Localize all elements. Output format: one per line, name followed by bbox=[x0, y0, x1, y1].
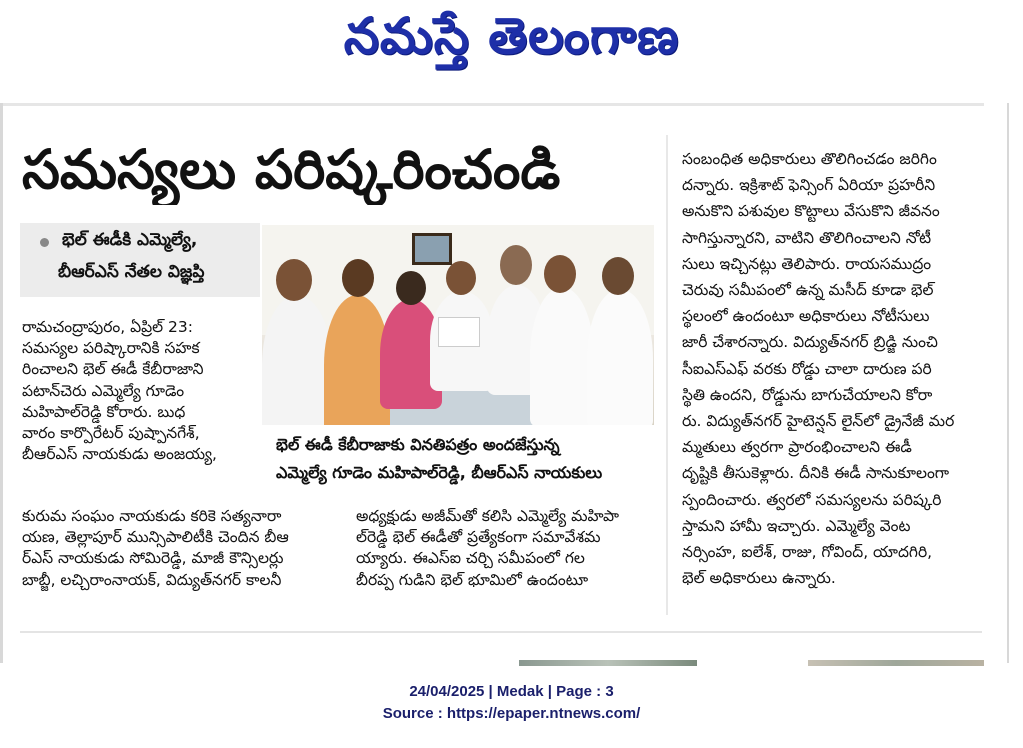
text-line: ల్‌రెడ్డి భెల్ ఈడీతో ప్రత్యేకంగా సమావేశమ bbox=[356, 528, 601, 547]
text-line: స్థితి ఉందని, రోడ్డును బాగుచేయాలని కోరా bbox=[682, 385, 933, 404]
text-line: పటాన్‌చెరు ఎమ్మెల్యే గూడెం bbox=[22, 381, 185, 400]
text-line: నర్సింహ, ఐలేశ్, రాజు, గోవింద్, యాదగిరి, bbox=[682, 543, 933, 562]
text-line: బీరప్ప గుడిని భెల్ భూమిలో ఉందంటూ bbox=[356, 570, 589, 589]
text-line: సంబంధిత అధికారులు తొలిగించడం జరిగిం bbox=[682, 150, 937, 168]
text-line: సమస్యల పరిష్కారానికి సహక bbox=[22, 339, 200, 358]
text-line: రించాలని భెల్ ఈడీ కేబీరాజాని bbox=[22, 360, 204, 379]
next-article-image-strip bbox=[808, 660, 984, 666]
text-line: దృష్టికి తీసుకెళ్లారు. దీనికి ఈడీ సానుకూలంగా bbox=[682, 464, 950, 483]
footer-source-link[interactable]: Source : https://epaper.ntnews.com/ bbox=[382, 705, 641, 722]
masthead bbox=[0, 0, 1023, 72]
bottom-divider bbox=[20, 631, 982, 633]
text-line: రామచంద్రాపురం, ఏప్రిల్ 23: bbox=[22, 318, 193, 336]
right-border bbox=[1007, 103, 1009, 663]
memorandum-paper bbox=[438, 317, 480, 347]
text-line: మహిపాల్‌రెడ్డి కోరారు. బుధ bbox=[22, 402, 186, 421]
article-column-1 bbox=[22, 317, 260, 465]
left-border bbox=[0, 103, 3, 663]
text-line: మ్మతులు త్వరగా ప్రారంభించాలని ఈడీ bbox=[682, 438, 912, 457]
text-line: బాబ్జీ, లచ్చిరాంనాయక్, విద్యుత్‌నగర్ కాలనీ bbox=[22, 570, 282, 589]
text-line: సులు ఇచ్చినట్లు తెలిపారు. రాయసముద్రం bbox=[682, 254, 932, 273]
text-line: స్పందించారు. త్వరలో సమస్యలను పరిష్కరి bbox=[682, 490, 942, 509]
footer-date-edition: 24/04/2025 | Medak | Page : 3 bbox=[409, 683, 614, 700]
text-line: దన్నారు. ఇక్రిశాట్ ఫెన్సింగ్ ఏరియా ప్రహరీని bbox=[682, 176, 936, 195]
page-footer bbox=[0, 681, 1023, 741]
text-line: కురుమ సంఘం నాయకుడు కరికె సత్యనారా bbox=[22, 507, 282, 525]
text-line: అధ్యక్షుడు అజీమ్‌తో కలిసి ఎమ్మెల్యే మహిపా bbox=[356, 507, 619, 525]
newspaper-title: నమస్తే తెలంగాణ bbox=[343, 6, 680, 65]
text-line: సాగిస్తున్నారని, వాటిని తొలిగించాలని నోటీ bbox=[682, 228, 932, 247]
text-line: సీఐఎస్ఎఫ్ వరకు రోడ్డు చాలా దారుణ పరి bbox=[682, 359, 932, 378]
photo-caption bbox=[266, 429, 654, 489]
article-column-2 bbox=[356, 506, 656, 591]
text-line: ర్ఎస్ నాయకుడు సోమిరెడ్డి, మాజీ కౌన్సిలర్లు bbox=[22, 549, 284, 568]
column-divider bbox=[666, 135, 668, 615]
highlight-line-1: భెల్ ఈడీకి ఎమ్మెల్యే, bbox=[62, 230, 198, 250]
highlight-line-2: బీఆర్ఎస్ నేతల విజ్ఞప్తి bbox=[58, 262, 205, 282]
text-line: చెరువు సమీపంలో ఉన్న మసీద్ కూడా భెల్ bbox=[682, 281, 934, 300]
caption-line-1: భెల్ ఈడీ కేబీరాజాకు వినతిపత్రం అందజేస్తున్న bbox=[276, 435, 560, 454]
caption-line-2: ఎమ్మెల్యే గూడెం మహిపాల్‌రెడ్డి, బీఆర్ఎస్ నాయకులు bbox=[276, 463, 603, 482]
text-line: జారీ చేశారన్నారు. విద్యుత్‌నగర్ బ్రిడ్జి నుంచి bbox=[682, 333, 938, 352]
top-divider bbox=[0, 103, 984, 106]
text-line: స్థలంలో ఉందంటూ అధికారులు నోటీసులు bbox=[682, 307, 930, 326]
article-photo bbox=[262, 225, 654, 425]
article-headline: సమస్యలు పరిష్కరించండి bbox=[22, 138, 561, 201]
wall-frame bbox=[412, 233, 452, 265]
text-line: అనుకొని పశువుల కొట్టాలు వేసుకొని జీవనం bbox=[682, 202, 940, 221]
article-column-3 bbox=[682, 146, 982, 591]
text-line: య్యారు. ఈఎస్ఐ చర్చి సమీపంలో గల bbox=[356, 549, 585, 568]
next-article-image-strip bbox=[519, 660, 697, 666]
text-line: రు. విద్యుత్‌నగర్ హైటెన్షన్ లైన్‌లో డ్రైనేజీ మర bbox=[682, 412, 955, 431]
text-line: భెల్ అధికారులు ఉన్నారు. bbox=[682, 569, 836, 588]
text-line: బీఆర్ఎస్ నాయకుడు అంజయ్య, bbox=[22, 445, 217, 464]
text-line: వారం కార్పొరేటర్ పుష్పానగేశ్, bbox=[22, 424, 200, 443]
text-line: యణ, తెల్లాపూర్ మున్సిపాలిటీకి చెందిన బీఆ bbox=[22, 528, 289, 547]
bullet-icon bbox=[40, 238, 49, 247]
text-line: స్తామని హామీ ఇచ్చారు. ఎమ్మెల్యే వెంట bbox=[682, 516, 911, 535]
article-column-1-wide bbox=[22, 506, 352, 591]
